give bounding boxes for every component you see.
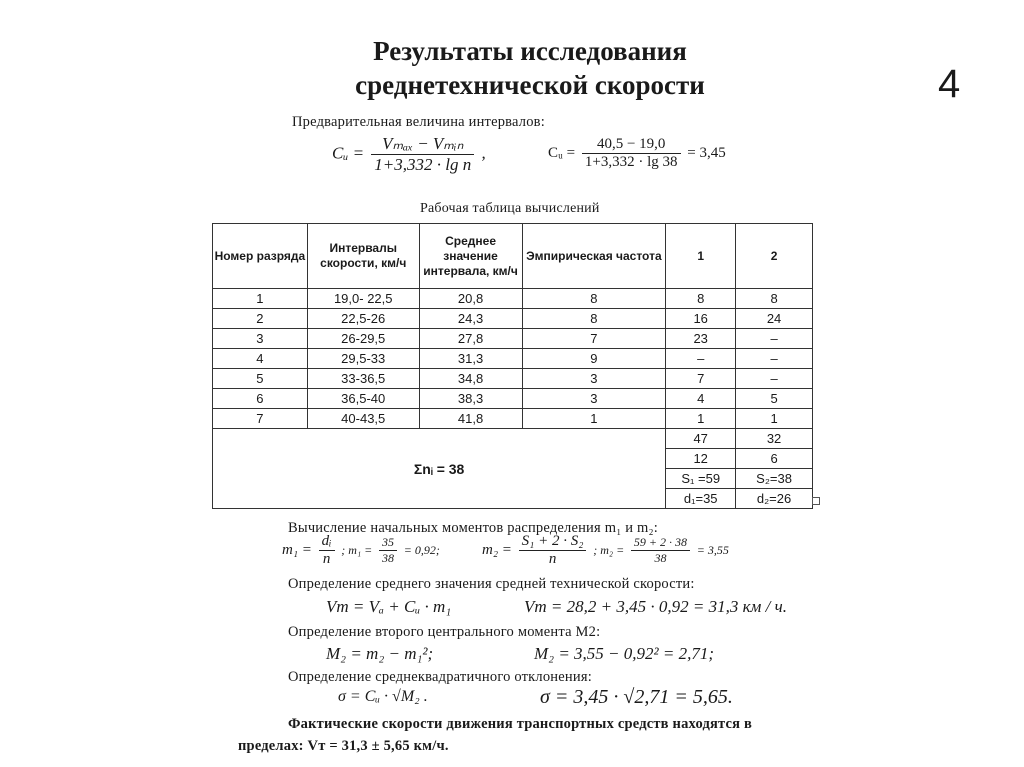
m1-calc-tail: = 0,92; xyxy=(403,542,440,557)
table-cell: 1 xyxy=(736,409,813,429)
m1-lhs: m₁ = xyxy=(282,541,312,558)
table-cell: 32 xyxy=(736,429,813,449)
table-row xyxy=(213,349,813,369)
interval-formula-general xyxy=(332,134,486,175)
table-cell: 3 xyxy=(213,329,308,349)
m2-fraction xyxy=(519,533,587,568)
work-table xyxy=(212,223,813,509)
table-cell: – xyxy=(666,349,736,369)
table-cell: 2 xyxy=(213,309,308,329)
std-deviation-calc: σ = 3,45 · √2,71 = 5,65. xyxy=(540,686,733,708)
m1-numerator: dᵢ xyxy=(319,533,335,551)
formula2-numerator: 40,5 − 19,0 xyxy=(582,136,681,154)
table-cell: 3 xyxy=(522,389,666,409)
m1-calc-numerator: 35 xyxy=(379,535,397,551)
table-summary-row xyxy=(213,429,813,449)
formula2-denominator: 1+3,332 · lg 38 xyxy=(584,154,678,170)
mean-heading: Определение среднего значения средней технической скорости: xyxy=(288,576,695,592)
formula2-fraction xyxy=(582,136,681,171)
table-cell: 7 xyxy=(522,329,666,349)
second-moment-calc: M₂ = 3,55 − 0,92² = 2,71; xyxy=(534,644,714,663)
table-cell: 8 xyxy=(666,289,736,309)
page-number: 4 xyxy=(938,62,961,106)
formula2-tail: = 3,45 xyxy=(687,144,726,161)
table-cell: 7 xyxy=(666,369,736,389)
formula1-denominator: 1+3,332 · lg n xyxy=(374,155,472,174)
table-cell: – xyxy=(736,369,813,389)
table-cell: 8 xyxy=(736,289,813,309)
header-cell: 1 xyxy=(666,224,736,289)
m2-calc-lhs: ; m₂ = xyxy=(593,542,625,557)
header-cell: Среднее значение интервала, км/ч xyxy=(419,224,522,289)
table-cell: 1 xyxy=(522,409,666,429)
table-cell: 47 xyxy=(666,429,736,449)
formula1-numerator: Vₘₐₓ − Vₘᵢₙ xyxy=(371,134,474,155)
m2-denominator: n xyxy=(548,551,557,567)
table-cell: 1 xyxy=(213,289,308,309)
m2-numerator: S₁ + 2 · S₂ xyxy=(519,533,587,551)
table-cell: 20,8 xyxy=(419,289,522,309)
table-row xyxy=(213,329,813,349)
table-caption: Рабочая таблица вычислений xyxy=(420,201,600,216)
table-cell: d₂=26 xyxy=(736,489,813,509)
table-cell: 26-29,5 xyxy=(307,329,419,349)
m2-lhs: m₂ = xyxy=(482,541,512,558)
table-cell: 6 xyxy=(213,389,308,409)
table-cell: 3 xyxy=(522,369,666,389)
table-cell: 22,5-26 xyxy=(307,309,419,329)
intervals-heading: Предварительная величина интервалов: xyxy=(292,114,545,130)
table-cell: 34,8 xyxy=(419,369,522,389)
m2-calc-fraction xyxy=(631,535,690,566)
m2-calc-denominator: 38 xyxy=(654,551,667,565)
table-cell: – xyxy=(736,329,813,349)
table-cell: 12 xyxy=(666,449,736,469)
table-row xyxy=(213,409,813,429)
table-cell: 36,5-40 xyxy=(307,389,419,409)
std-deviation-formula: σ = Cᵤ · √M₂ . xyxy=(338,688,428,705)
table-cell: 5 xyxy=(736,389,813,409)
title-line-2: среднетехнической скорости xyxy=(355,70,705,100)
table-cell: S₂=38 xyxy=(736,469,813,489)
interval-formula-calc xyxy=(548,136,726,171)
table-cell: 1 xyxy=(666,409,736,429)
m2-calc-tail: = 3,55 xyxy=(696,542,729,557)
table-cell: S₁ =59 xyxy=(666,469,736,489)
table-cell: 4 xyxy=(666,389,736,409)
table-row xyxy=(213,389,813,409)
table-cell: – xyxy=(736,349,813,369)
table-cell: 33-36,5 xyxy=(307,369,419,389)
m1-fraction xyxy=(319,533,335,568)
std-deviation-heading: Определение среднеквадратичного отклонения: xyxy=(288,669,592,685)
table-cell: 31,3 xyxy=(419,349,522,369)
header-cell: Эмпирическая частота xyxy=(522,224,666,289)
formula1-lhs: Cᵤ = xyxy=(332,143,365,163)
header-cell: Интервалы скорости, км/ч xyxy=(307,224,419,289)
formula1-fraction xyxy=(371,134,474,175)
table-cell: 5 xyxy=(213,369,308,389)
m1-formula xyxy=(282,533,440,568)
table-cell: 38,3 xyxy=(419,389,522,409)
conclusion-line-2: пределах: Vт = 31,3 ± 5,65 км/ч. xyxy=(238,738,449,754)
header-cell: 2 xyxy=(736,224,813,289)
sum-cell: Σnᵢ = 38 xyxy=(213,429,666,509)
table-cell: 16 xyxy=(666,309,736,329)
table-cell: 19,0- 22,5 xyxy=(307,289,419,309)
m1-calc-denominator: 38 xyxy=(381,551,394,565)
m2-calc-numerator: 59 + 2 · 38 xyxy=(631,535,690,551)
page-title xyxy=(250,34,810,102)
second-moment-heading: Определение второго центрального момента M2: xyxy=(288,624,601,640)
table-cell: 8 xyxy=(522,309,666,329)
table-row xyxy=(213,369,813,389)
formula1-tail: , xyxy=(481,143,486,163)
m1-denominator: n xyxy=(322,551,331,567)
m1-calc-fraction xyxy=(379,535,397,566)
table-cell: 24 xyxy=(736,309,813,329)
second-moment-formula: M₂ = m₂ − m₁²; xyxy=(326,644,434,663)
table-cell: 6 xyxy=(736,449,813,469)
conclusion-line-1: Фактические скорости движения транспортных средств находятся в xyxy=(288,716,753,732)
table-cell: 8 xyxy=(522,289,666,309)
table-cell: 24,3 xyxy=(419,309,522,329)
table-row xyxy=(213,289,813,309)
m1-calc-lhs: ; m₁ = xyxy=(341,542,373,557)
formula2-lhs: Cᵤ = xyxy=(548,144,576,161)
header-cell: Номер разряда xyxy=(213,224,308,289)
table-cell: 9 xyxy=(522,349,666,369)
table-cell: 41,8 xyxy=(419,409,522,429)
resize-handle-square xyxy=(812,497,820,505)
mean-formula: Vт = Vₐ + Cᵤ · m₁ xyxy=(326,597,452,616)
table-cell: 7 xyxy=(213,409,308,429)
table-cell: d₁=35 xyxy=(666,489,736,509)
table-cell: 29,5-33 xyxy=(307,349,419,369)
table-header-row xyxy=(213,224,813,289)
table-cell: 4 xyxy=(213,349,308,369)
table-cell: 27,8 xyxy=(419,329,522,349)
title-line-1: Результаты исследования xyxy=(373,36,687,66)
table-cell: 23 xyxy=(666,329,736,349)
moments-heading: Вычисление начальных моментов распределения m₁ и m₂: xyxy=(288,520,659,536)
m2-formula xyxy=(482,533,729,568)
mean-calc: Vт = 28,2 + 3,45 · 0,92 = 31,3 км / ч. xyxy=(524,597,787,616)
table-cell: 40-43,5 xyxy=(307,409,419,429)
table-row xyxy=(213,309,813,329)
